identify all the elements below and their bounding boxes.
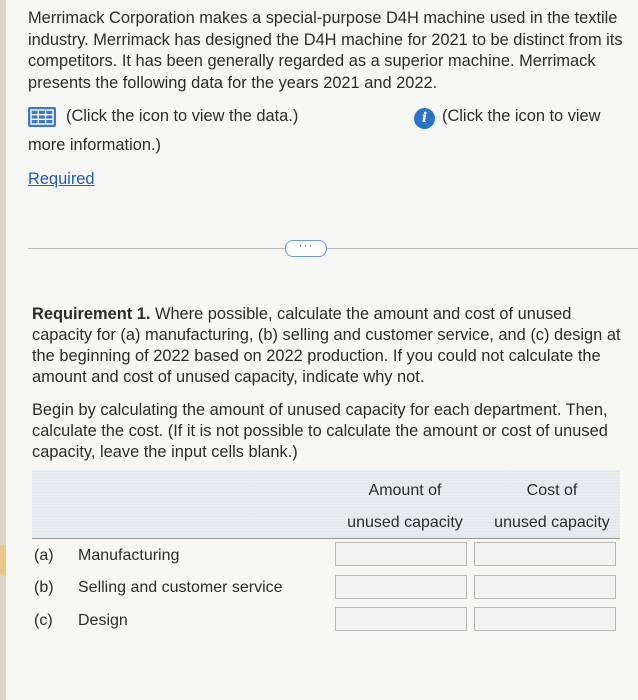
instruction-text: Begin by calculating the amount of unused capacity for each department. Then, calculate the cost. (If it is not possible to calculate the amount or cost of unused capacity, leave the input cells blank.) — [32, 401, 608, 461]
requirement-text — [32, 304, 622, 388]
cost-input-selling[interactable] — [474, 575, 616, 599]
required-link[interactable]: Required — [28, 170, 95, 188]
col-cost-header-line1: Cost of — [526, 482, 578, 499]
expand-more-button[interactable]: ··· — [285, 240, 327, 257]
requirement-label: Requirement 1. — [32, 305, 151, 323]
amount-input-design[interactable] — [335, 607, 467, 631]
col-cost-header-line2: unused capacity — [494, 514, 610, 531]
row-letter: (b) — [34, 579, 54, 596]
row-label-selling: Selling and customer service — [78, 579, 283, 596]
icon-links-row — [28, 104, 624, 128]
amount-input-manufacturing[interactable] — [335, 542, 467, 566]
col-amount-header-line2: unused capacity — [347, 514, 463, 531]
row-letter: (a) — [34, 547, 54, 564]
section-divider — [28, 248, 638, 249]
view-info-link-continued[interactable]: more information.) — [28, 136, 161, 154]
col-amount-header-line1: Amount of — [368, 482, 442, 499]
row-label-design: Design — [78, 612, 128, 629]
left-edge-accent — [0, 545, 6, 575]
row-letter: (c) — [34, 612, 53, 629]
row-label-manufacturing: Manufacturing — [78, 547, 180, 564]
view-data-link[interactable]: (Click the icon to view the data.) — [66, 107, 299, 125]
intro-paragraph: Merrimack Corporation makes a special-purpose D4H machine used in the textile industry. Merrimack has designed the D4H machine for 2021 to be distinct from its competitors. It has been generally regarded as a superior machine. Merrimack presents the following data for the years 2021 and 2022. — [28, 9, 623, 92]
info-icon[interactable]: i — [414, 108, 435, 129]
table-header — [32, 470, 620, 539]
left-edge-bar — [0, 0, 6, 700]
table-grid-icon[interactable] — [28, 107, 56, 127]
view-info-link[interactable]: (Click the icon to view — [442, 107, 601, 125]
cost-input-design[interactable] — [474, 607, 616, 631]
requirement-body: Where possible, calculate the amount and cost of unused capacity for (a) manufacturing, (b) selling and customer service, and (c) design at the beginning of 2022 based on 2022 production. If you could not calculate the amount and cost of unused capacity, indicate why not. — [32, 305, 621, 386]
cost-input-manufacturing[interactable] — [474, 542, 616, 566]
amount-input-selling[interactable] — [335, 575, 467, 599]
